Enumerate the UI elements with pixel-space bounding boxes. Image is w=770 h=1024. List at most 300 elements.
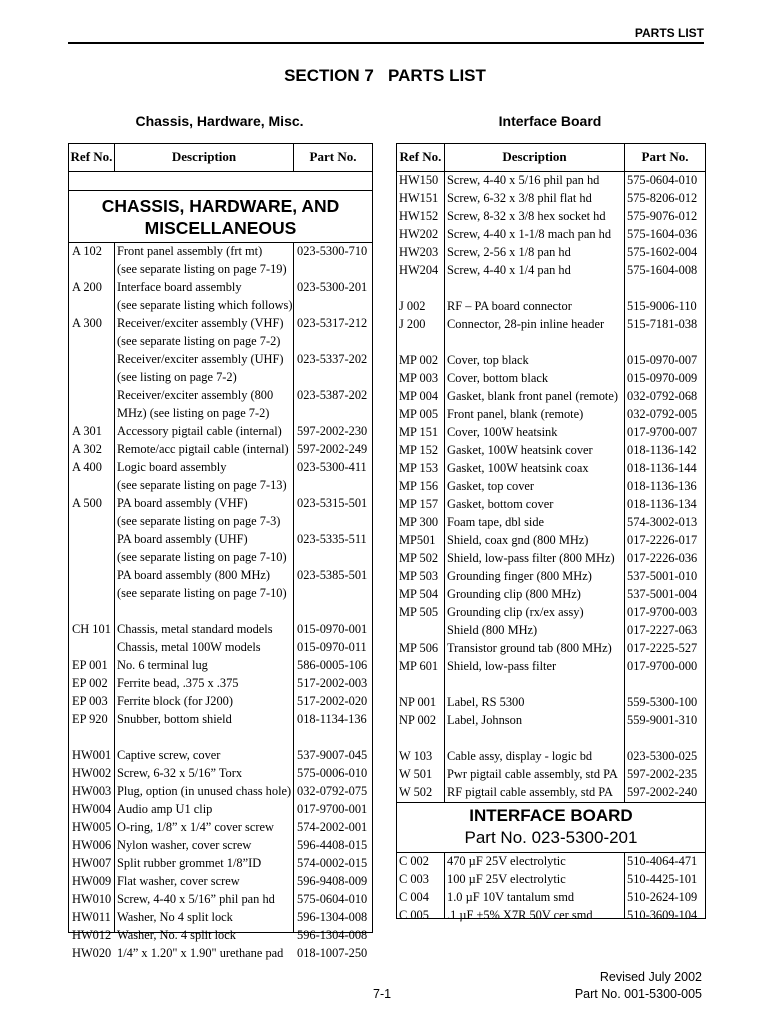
table-row bbox=[69, 405, 372, 423]
ref-cell: W 103 bbox=[399, 749, 433, 763]
part-number-cell: 032-0792-068 bbox=[627, 389, 698, 403]
table-row bbox=[69, 873, 372, 891]
description-cell: Captive screw, cover bbox=[117, 748, 221, 762]
ref-cell: HW009 bbox=[72, 874, 112, 888]
ref-cell: MP 300 bbox=[399, 515, 439, 529]
ref-cell: HW203 bbox=[399, 245, 439, 259]
part-number-cell: 575-0604-010 bbox=[297, 892, 368, 906]
ref-cell: MP 004 bbox=[399, 389, 439, 403]
part-number-cell: 018-1007-250 bbox=[297, 946, 368, 960]
description-cell: Grounding clip (rx/ex assy) bbox=[447, 605, 584, 619]
board-title: INTERFACE BOARD bbox=[469, 806, 633, 825]
table-row bbox=[397, 190, 705, 208]
table-row bbox=[69, 657, 372, 675]
blank-row bbox=[397, 280, 705, 298]
header-rule bbox=[68, 42, 704, 44]
ref-cell: A 400 bbox=[72, 460, 102, 474]
description-cell: Foam tape, dbl side bbox=[447, 515, 545, 529]
section-title: SECTION 7 PARTS LIST bbox=[284, 66, 486, 85]
description-cell: (see separate listing on page 7-10) bbox=[117, 586, 287, 600]
table-row bbox=[69, 423, 372, 441]
description-cell: Gasket, top cover bbox=[447, 479, 535, 493]
table-row bbox=[69, 387, 372, 405]
ref-cell: HW150 bbox=[399, 173, 439, 187]
description-cell: Ferrite bead, .375 x .375 bbox=[117, 676, 239, 690]
part-number-cell: 032-0792-075 bbox=[297, 784, 368, 798]
description-cell: PA board assembly (800 MHz) bbox=[117, 568, 271, 582]
part-number-cell: 023-5300-201 bbox=[297, 280, 368, 294]
part-number-cell: 537-5001-004 bbox=[627, 587, 698, 601]
part-number-cell: 015-0970-011 bbox=[297, 640, 367, 654]
table-row bbox=[397, 406, 705, 424]
part-number-cell: 023-5387-202 bbox=[297, 388, 368, 402]
part-number-cell: 018-1136-144 bbox=[627, 461, 697, 475]
part-number-cell: 023-5300-411 bbox=[297, 460, 367, 474]
ref-cell: HW010 bbox=[72, 892, 112, 906]
table-row bbox=[397, 532, 705, 550]
ref-cell: W 501 bbox=[399, 767, 433, 781]
description-cell: Nylon washer, cover screw bbox=[117, 838, 252, 852]
table-row bbox=[69, 747, 372, 765]
blank-row bbox=[69, 172, 372, 191]
description-cell: Shield, coax gnd (800 MHz) bbox=[447, 533, 589, 547]
part-number-cell: 023-5317-212 bbox=[297, 316, 368, 330]
description-cell: Accessory pigtail cable (internal) bbox=[117, 424, 282, 438]
ref-cell: MP 506 bbox=[399, 641, 439, 655]
description-cell: Remote/acc pigtail cable (internal) bbox=[117, 442, 289, 456]
table-row bbox=[397, 298, 705, 316]
part-number-cell: 015-0970-001 bbox=[297, 622, 368, 636]
part-number-cell: 575-1604-008 bbox=[627, 263, 698, 277]
ref-cell: HW002 bbox=[72, 766, 112, 780]
table-row bbox=[397, 208, 705, 226]
table-row bbox=[69, 297, 372, 315]
ref-cell: HW007 bbox=[72, 856, 112, 870]
blank-row bbox=[397, 730, 705, 748]
description-cell: Receiver/exciter assembly (VHF) bbox=[117, 316, 284, 330]
part-number-cell: 597-2002-230 bbox=[297, 424, 368, 438]
ref-cell: HW001 bbox=[72, 748, 112, 762]
description-cell: Receiver/exciter assembly (800 bbox=[117, 388, 274, 402]
table-row bbox=[69, 441, 372, 459]
ref-cell: C 004 bbox=[399, 890, 429, 904]
board-heading bbox=[397, 802, 705, 853]
part-header: Part No. bbox=[641, 149, 689, 164]
description-cell: Plug, option (in unused chass hole) bbox=[117, 784, 292, 798]
interface-rows bbox=[397, 172, 705, 802]
ref-cell: MP 003 bbox=[399, 371, 439, 385]
manual-part-number: Part No. 001-5300-005 bbox=[574, 987, 702, 1001]
table-row bbox=[69, 837, 372, 855]
description-cell: 100 µF 25V electrolytic bbox=[447, 872, 566, 886]
table-row bbox=[69, 909, 372, 927]
part-number-cell: 515-9006-110 bbox=[627, 299, 697, 313]
ref-cell: A 301 bbox=[72, 424, 102, 438]
description-cell: (see listing on page 7-2) bbox=[117, 370, 237, 384]
description-cell: (see separate listing on page 7-13) bbox=[117, 478, 287, 492]
description-cell: Screw, 6-32 x 3/8 phil flat hd bbox=[447, 191, 592, 205]
ref-cell: A 200 bbox=[72, 280, 102, 294]
ref-header: Ref No. bbox=[399, 149, 442, 164]
description-cell: Split rubber grommet 1/8”ID bbox=[117, 856, 262, 870]
table-row bbox=[69, 459, 372, 477]
part-number-cell: 597-2002-240 bbox=[627, 785, 698, 799]
table-row bbox=[397, 226, 705, 244]
part-number-cell: 023-5315-501 bbox=[297, 496, 368, 510]
ref-cell: A 300 bbox=[72, 316, 102, 330]
part-number-cell: 032-0792-005 bbox=[627, 407, 698, 421]
group-title-line1: CHASSIS, HARDWARE, AND bbox=[101, 196, 340, 216]
ref-cell: J 200 bbox=[399, 317, 426, 331]
description-cell: 1.0 µF 10V tantalum smd bbox=[447, 890, 575, 904]
table-row bbox=[69, 927, 372, 945]
description-cell: MHz) (see listing on page 7-2) bbox=[117, 406, 270, 420]
part-number-cell: 017-9700-000 bbox=[627, 659, 698, 673]
ref-cell: HW006 bbox=[72, 838, 112, 852]
part-number-cell: 018-1136-142 bbox=[627, 443, 697, 457]
part-number-cell: 015-0970-009 bbox=[627, 371, 698, 385]
description-cell: Screw, 4-40 x 5/16” phil pan hd bbox=[117, 892, 275, 906]
table-row bbox=[397, 568, 705, 586]
description-cell: Interface board assembly bbox=[117, 280, 242, 294]
ref-cell: MP 502 bbox=[399, 551, 439, 565]
table-row bbox=[397, 889, 705, 907]
description-cell: Pwr pigtail cable assembly, std PA bbox=[447, 767, 618, 781]
table-row bbox=[397, 424, 705, 442]
description-cell: Label, Johnson bbox=[447, 713, 523, 727]
table-row bbox=[69, 495, 372, 513]
description-cell: Cover, top black bbox=[447, 353, 529, 367]
group-title-line2: MISCELLANEOUS bbox=[144, 218, 297, 238]
ref-cell: MP 504 bbox=[399, 587, 439, 601]
part-number-cell: 023-5300-710 bbox=[297, 244, 368, 258]
ref-cell: MP 157 bbox=[399, 497, 439, 511]
part-number-cell: 537-5001-010 bbox=[627, 569, 698, 583]
description-cell: Snubber, bottom shield bbox=[117, 712, 232, 726]
description-cell: O-ring, 1/8” x 1/4” cover screw bbox=[117, 820, 274, 834]
board-part-number: Part No. 023-5300-201 bbox=[464, 828, 638, 847]
ref-cell: MP 505 bbox=[399, 605, 439, 619]
part-number-cell: 015-0970-007 bbox=[627, 353, 698, 367]
ref-cell: HW020 bbox=[72, 946, 112, 960]
ref-cell: C 005 bbox=[399, 908, 429, 922]
interface-parts-table bbox=[396, 143, 706, 922]
part-number-cell: 597-2002-235 bbox=[627, 767, 698, 781]
ref-cell: W 502 bbox=[399, 785, 433, 799]
description-cell: RF – PA board connector bbox=[447, 299, 572, 313]
table-row bbox=[69, 567, 372, 585]
ref-cell: MP 002 bbox=[399, 353, 439, 367]
part-number-cell: 018-1136-134 bbox=[627, 497, 697, 511]
table-row bbox=[69, 891, 372, 909]
table-row bbox=[397, 640, 705, 658]
ref-cell: HW152 bbox=[399, 209, 439, 223]
running-head: PARTS LIST bbox=[634, 26, 704, 40]
ref-cell: MP 151 bbox=[399, 425, 439, 439]
table-row bbox=[397, 871, 705, 889]
part-number-cell: 596-1304-008 bbox=[297, 910, 368, 924]
table-row bbox=[69, 675, 372, 693]
table-header bbox=[69, 144, 372, 172]
part-number-cell: 575-0604-010 bbox=[627, 173, 698, 187]
table-row bbox=[69, 711, 372, 729]
table-row bbox=[69, 369, 372, 387]
table-row bbox=[397, 784, 705, 802]
ref-header: Ref No. bbox=[70, 149, 113, 164]
blank-row bbox=[69, 729, 372, 747]
ref-cell: EP 920 bbox=[72, 712, 108, 726]
description-cell: No. 6 terminal lug bbox=[117, 658, 208, 672]
right-column-heading: Interface Board bbox=[498, 113, 602, 129]
part-number-cell: 017-2227-063 bbox=[627, 623, 698, 637]
description-cell: 470 µF 25V electrolytic bbox=[447, 854, 566, 868]
description-cell: Receiver/exciter assembly (UHF) bbox=[117, 352, 284, 366]
table-row bbox=[397, 766, 705, 784]
part-number-cell: 023-5385-501 bbox=[297, 568, 368, 582]
table-row bbox=[69, 783, 372, 801]
ref-cell: EP 002 bbox=[72, 676, 108, 690]
blank-row bbox=[397, 334, 705, 352]
part-number-cell: 510-4425-101 bbox=[627, 872, 698, 886]
description-cell: 1/4” x 1.20" x 1.90" urethane pad bbox=[117, 946, 284, 960]
part-number-cell: 017-2225-527 bbox=[627, 641, 698, 655]
ref-cell: MP 601 bbox=[399, 659, 439, 673]
part-number-cell: 597-2002-249 bbox=[297, 442, 368, 456]
description-header: Description bbox=[171, 149, 237, 164]
description-cell: Front panel assembly (frt mt) bbox=[117, 244, 263, 258]
table-row bbox=[69, 333, 372, 351]
table-row bbox=[69, 261, 372, 279]
revision-block bbox=[575, 969, 702, 1003]
table-row bbox=[69, 243, 372, 261]
part-number-cell: 537-9007-045 bbox=[297, 748, 368, 762]
table-row bbox=[397, 586, 705, 604]
part-number-cell: 017-2226-017 bbox=[627, 533, 698, 547]
chassis-rows bbox=[69, 243, 372, 963]
description-cell: Cover, bottom black bbox=[447, 371, 549, 385]
table-row bbox=[397, 748, 705, 766]
part-number-cell: 596-4408-015 bbox=[297, 838, 368, 852]
table-row bbox=[397, 442, 705, 460]
ref-cell: NP 002 bbox=[399, 713, 437, 727]
ref-cell: HW004 bbox=[72, 802, 112, 816]
table-row bbox=[69, 945, 372, 963]
description-cell: Flat washer, cover screw bbox=[117, 874, 240, 888]
description-cell: .1 µF ±5% X7R 50V cer smd bbox=[447, 908, 593, 922]
part-number-cell: 575-1602-004 bbox=[627, 245, 698, 259]
description-cell: Screw, 4-40 x 1-1/8 mach pan hd bbox=[447, 227, 612, 241]
table-row bbox=[397, 388, 705, 406]
description-cell: Transistor ground tab (800 MHz) bbox=[447, 641, 612, 655]
table-row bbox=[69, 585, 372, 603]
ref-cell: MP 153 bbox=[399, 461, 439, 475]
chassis-parts-table bbox=[68, 143, 373, 960]
description-cell: Gasket, 100W heatsink cover bbox=[447, 443, 593, 457]
table-row bbox=[69, 801, 372, 819]
ref-cell: EP 003 bbox=[72, 694, 108, 708]
part-number-cell: 575-8206-012 bbox=[627, 191, 698, 205]
description-cell: Gasket, 100W heatsink coax bbox=[447, 461, 589, 475]
ref-cell: MP 152 bbox=[399, 443, 439, 457]
description-cell: Logic board assembly bbox=[117, 460, 227, 474]
ref-cell: EP 001 bbox=[72, 658, 108, 672]
description-cell: Grounding clip (800 MHz) bbox=[447, 587, 581, 601]
ref-cell: HW151 bbox=[399, 191, 439, 205]
board-rows bbox=[397, 853, 705, 925]
ref-cell: MP 503 bbox=[399, 569, 439, 583]
description-cell: Ferrite block (for J200) bbox=[117, 694, 233, 708]
description-cell: (see separate listing on page 7-2) bbox=[117, 334, 281, 348]
table-row bbox=[69, 477, 372, 495]
table-row bbox=[397, 604, 705, 622]
table-row bbox=[397, 496, 705, 514]
part-number-cell: 023-5300-025 bbox=[627, 749, 698, 763]
table-row bbox=[69, 531, 372, 549]
table-row bbox=[397, 622, 705, 640]
table-row bbox=[397, 853, 705, 871]
part-number-cell: 559-9001-310 bbox=[627, 713, 698, 727]
description-cell: PA board assembly (UHF) bbox=[117, 532, 248, 546]
ref-cell: HW012 bbox=[72, 928, 112, 942]
table-row bbox=[397, 658, 705, 676]
part-number-cell: 574-2002-001 bbox=[297, 820, 368, 834]
table-row bbox=[397, 370, 705, 388]
ref-cell: HW202 bbox=[399, 227, 439, 241]
part-number-cell: 017-9700-001 bbox=[297, 802, 368, 816]
ref-cell: C 003 bbox=[399, 872, 429, 886]
part-number-cell: 559-5300-100 bbox=[627, 695, 698, 709]
ref-cell: CH 101 bbox=[72, 622, 111, 636]
table-row bbox=[69, 549, 372, 567]
description-cell: Cable assy, display - logic bd bbox=[447, 749, 593, 763]
description-cell: Shield (800 MHz) bbox=[447, 623, 538, 637]
table-row bbox=[69, 819, 372, 837]
description-cell: Screw, 2-56 x 1/8 pan hd bbox=[447, 245, 571, 259]
ref-cell: C 002 bbox=[399, 854, 429, 868]
part-number-cell: 017-9700-003 bbox=[627, 605, 698, 619]
table-row bbox=[69, 693, 372, 711]
ref-cell: J 002 bbox=[399, 299, 426, 313]
description-cell: Screw, 4-40 x 5/16 phil pan hd bbox=[447, 173, 600, 187]
ref-cell: A 302 bbox=[72, 442, 102, 456]
ref-cell: NP 001 bbox=[399, 695, 437, 709]
table-header bbox=[397, 144, 705, 172]
description-cell: PA board assembly (VHF) bbox=[117, 496, 248, 510]
table-row bbox=[69, 765, 372, 783]
description-cell: Screw, 6-32 x 5/16” Torx bbox=[117, 766, 243, 780]
description-cell: Label, RS 5300 bbox=[447, 695, 525, 709]
part-number-cell: 017-2226-036 bbox=[627, 551, 698, 565]
part-number-cell: 574-0002-015 bbox=[297, 856, 368, 870]
part-number-cell: 023-5335-511 bbox=[297, 532, 367, 546]
description-cell: (see separate listing on page 7-3) bbox=[117, 514, 281, 528]
ref-cell: HW204 bbox=[399, 263, 439, 277]
ref-cell: MP 156 bbox=[399, 479, 439, 493]
part-number-cell: 018-1136-136 bbox=[627, 479, 697, 493]
part-header: Part No. bbox=[309, 149, 357, 164]
part-number-cell: 575-0006-010 bbox=[297, 766, 368, 780]
description-cell: Shield, low-pass filter (800 MHz) bbox=[447, 551, 615, 565]
table-row bbox=[397, 712, 705, 730]
table-row bbox=[397, 172, 705, 190]
table-row bbox=[69, 351, 372, 369]
part-number-cell: 018-1134-136 bbox=[297, 712, 367, 726]
part-number-cell: 517-2002-020 bbox=[297, 694, 368, 708]
ref-cell: A 102 bbox=[72, 244, 102, 258]
table-row bbox=[397, 478, 705, 496]
description-cell: Grounding finger (800 MHz) bbox=[447, 569, 592, 583]
description-cell: Chassis, metal standard models bbox=[117, 622, 273, 636]
description-cell: (see separate listing on page 7-19) bbox=[117, 262, 287, 276]
table-row bbox=[397, 316, 705, 334]
description-cell: (see separate listing which follows) bbox=[117, 298, 293, 312]
part-number-cell: 510-4064-471 bbox=[627, 854, 698, 868]
part-number-cell: 575-9076-012 bbox=[627, 209, 698, 223]
description-cell: Audio amp U1 clip bbox=[117, 802, 213, 816]
table-row bbox=[397, 460, 705, 478]
table-row bbox=[69, 621, 372, 639]
ref-cell: MP501 bbox=[399, 533, 436, 547]
revision-date: Revised July 2002 bbox=[599, 970, 702, 984]
part-number-cell: 517-2002-003 bbox=[297, 676, 368, 690]
description-cell: Washer, No. 4 split lock bbox=[117, 928, 236, 942]
left-column-heading: Chassis, Hardware, Misc. bbox=[135, 113, 304, 129]
description-cell: Screw, 4-40 x 1/4 pan hd bbox=[447, 263, 571, 277]
description-cell: Cover, 100W heatsink bbox=[447, 425, 558, 439]
description-cell: RF pigtail cable assembly, std PA bbox=[447, 785, 614, 799]
table-row bbox=[397, 514, 705, 532]
table-row bbox=[69, 315, 372, 333]
part-number-cell: 515-7181-038 bbox=[627, 317, 698, 331]
part-number-cell: 596-1304-008 bbox=[297, 928, 368, 942]
table-row bbox=[397, 550, 705, 568]
blank-row bbox=[397, 676, 705, 694]
part-number-cell: 596-9408-009 bbox=[297, 874, 368, 888]
description-cell: Shield, low-pass filter bbox=[447, 659, 557, 673]
group-heading bbox=[69, 191, 372, 243]
description-cell: Screw, 8-32 x 3/8 hex socket hd bbox=[447, 209, 606, 223]
table-row bbox=[69, 513, 372, 531]
part-number-cell: 586-0005-106 bbox=[297, 658, 368, 672]
table-row bbox=[397, 262, 705, 280]
table-row bbox=[397, 907, 705, 925]
part-number-cell: 023-5337-202 bbox=[297, 352, 368, 366]
ref-cell: HW005 bbox=[72, 820, 112, 834]
ref-cell: A 500 bbox=[72, 496, 102, 510]
ref-cell: HW003 bbox=[72, 784, 112, 798]
table-row bbox=[69, 639, 372, 657]
ref-cell: MP 005 bbox=[399, 407, 439, 421]
table-row bbox=[69, 279, 372, 297]
description-cell: Chassis, metal 100W models bbox=[117, 640, 261, 654]
part-number-cell: 510-3609-104 bbox=[627, 908, 698, 922]
part-number-cell: 574-3002-013 bbox=[627, 515, 698, 529]
description-cell: Gasket, blank front panel (remote) bbox=[447, 389, 618, 403]
part-number-cell: 017-9700-007 bbox=[627, 425, 698, 439]
description-cell: Gasket, bottom cover bbox=[447, 497, 554, 511]
table-row bbox=[397, 352, 705, 370]
page-number: 7-1 bbox=[373, 987, 392, 1001]
description-cell: Front panel, blank (remote) bbox=[447, 407, 584, 421]
description-cell: Washer, No 4 split lock bbox=[117, 910, 233, 924]
table-row bbox=[69, 855, 372, 873]
description-header: Description bbox=[502, 149, 567, 164]
description-cell: Connector, 28-pin inline header bbox=[447, 317, 605, 331]
table-row bbox=[397, 244, 705, 262]
part-number-cell: 510-2624-109 bbox=[627, 890, 698, 904]
part-number-cell: 575-1604-036 bbox=[627, 227, 698, 241]
blank-row bbox=[69, 603, 372, 621]
